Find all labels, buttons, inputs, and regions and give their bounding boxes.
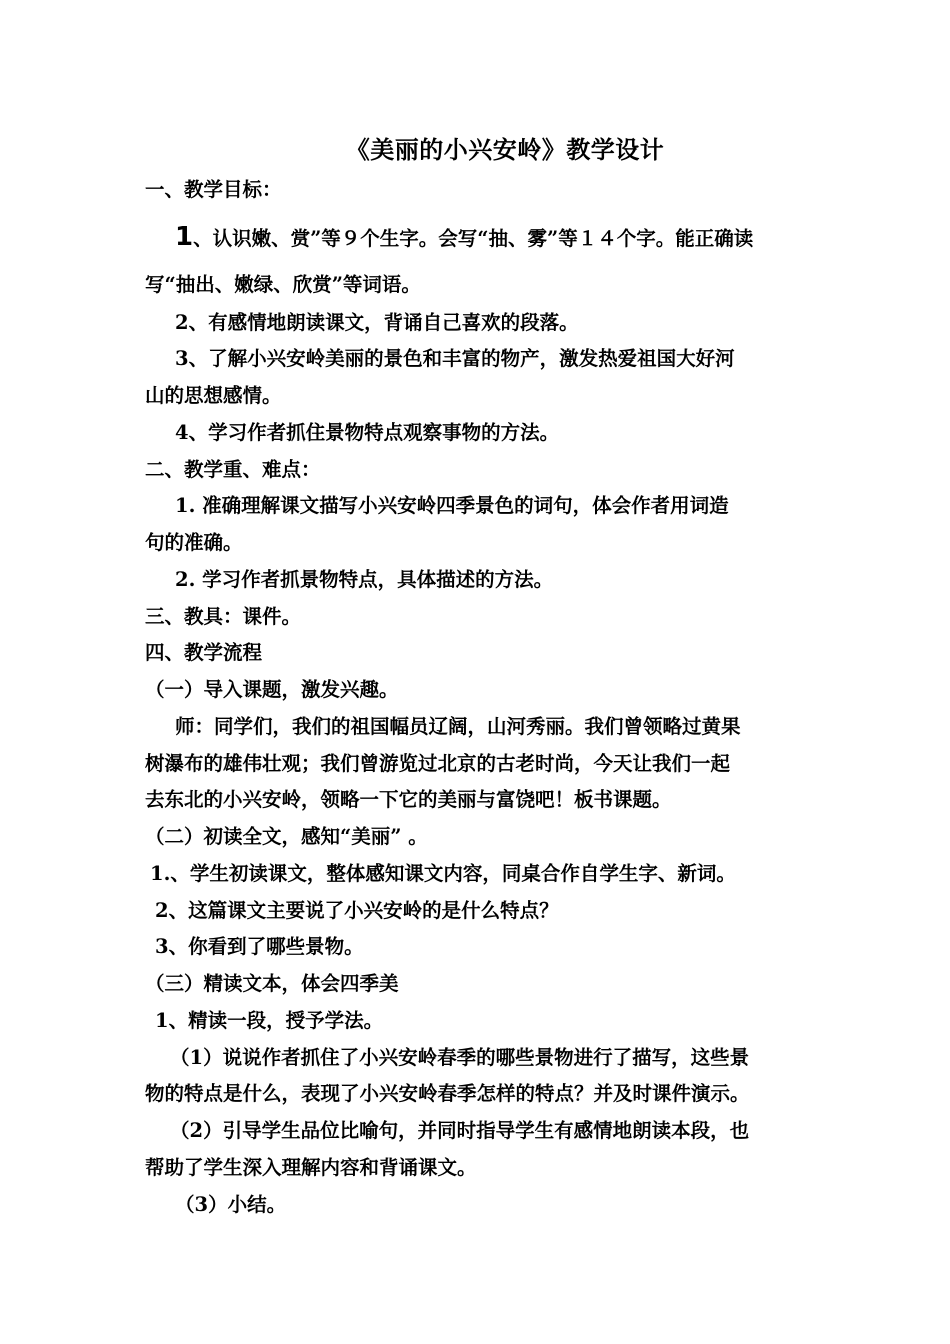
section-3-heading: （三）精读文本，体会四季美 (145, 972, 399, 995)
teacher-speech-line-2: 树瀑布的雄伟壮观；我们曾游览过北京的古老时尚，今天让我们一起 (145, 752, 731, 775)
sub-item-2-line-2: 帮助了学生深入理解内容和背诵课文。 (145, 1156, 477, 1179)
objective-4: 4、学习作者抓住景物特点观察事物的方法。 (175, 421, 560, 444)
sub-item-3: （3）小结。 (175, 1193, 287, 1216)
teacher-speech-line-1: 师：同学们，我们的祖国幅员辽阔，山河秀丽。我们曾领略过黄果 (175, 715, 741, 738)
section-3-item-1: 1、精读一段，授予学法。 (155, 1009, 384, 1032)
section-1-heading: （一）导入课题，激发兴趣。 (145, 678, 399, 701)
heading-objectives: 一、教学目标： (145, 178, 282, 201)
heading-teaching-process: 四、教学流程 (145, 641, 263, 664)
key-point-1-line-2: 句的准确。 (145, 531, 243, 554)
section-2-item-1: 1.、学生初读课文，整体感知课文内容，同桌合作自学生字、新词。 (150, 862, 736, 885)
section-2-item-3: 3、你看到了哪些景物。 (155, 935, 364, 958)
objective-3-line-1: 3、了解小兴安岭美丽的景色和丰富的物产，激发热爱祖国大好河 (175, 347, 735, 370)
objective-3-line-2: 山的思想感情。 (145, 384, 282, 407)
heading-teaching-aids: 三、教具：课件。 (145, 605, 302, 628)
section-2-heading: （二）初读全文，感知“美丽” 。 (145, 825, 428, 848)
heading-key-points: 二、教学重、难点： (145, 458, 321, 481)
objective-1-line-2: 写“抽出、嫩绿、欣赏”等词语。 (145, 273, 421, 296)
sub-item-1-line-2: 物的特点是什么，表现了小兴安岭春季怎样的特点？并及时课件演示。 (145, 1082, 750, 1105)
objective-1-text: 、认识嫩、赏”等９个生字。会写“抽、雾”等１４个字。能正确读 (193, 227, 754, 250)
section-2-item-2: 2、这篇课文主要说了小兴安岭的是什么特点？ (155, 899, 559, 922)
objective-1-line-1 (175, 224, 845, 252)
key-point-2: 2. 学习作者抓景物特点，具体描述的方法。 (175, 568, 554, 591)
page-title: 《美丽的小兴安岭》教学设计 (345, 135, 665, 164)
sub-item-2-line-1: （2）引导学生品位比喻句，并同时指导学生有感情地朗读本段，也 (170, 1119, 750, 1142)
item-number: 1 (175, 222, 194, 252)
teacher-speech-line-3: 去东北的小兴安岭，领略一下它的美丽与富饶吧！板书课题。 (145, 788, 672, 811)
objective-2: 2、有感情地朗读课文，背诵自己喜欢的段落。 (175, 311, 579, 334)
sub-item-1-line-1: （1）说说作者抓住了小兴安岭春季的哪些景物进行了描写，这些景 (170, 1046, 750, 1069)
key-point-1-line-1: 1. 准确理解课文描写小兴安岭四季景色的词句，体会作者用词造 (175, 494, 729, 517)
